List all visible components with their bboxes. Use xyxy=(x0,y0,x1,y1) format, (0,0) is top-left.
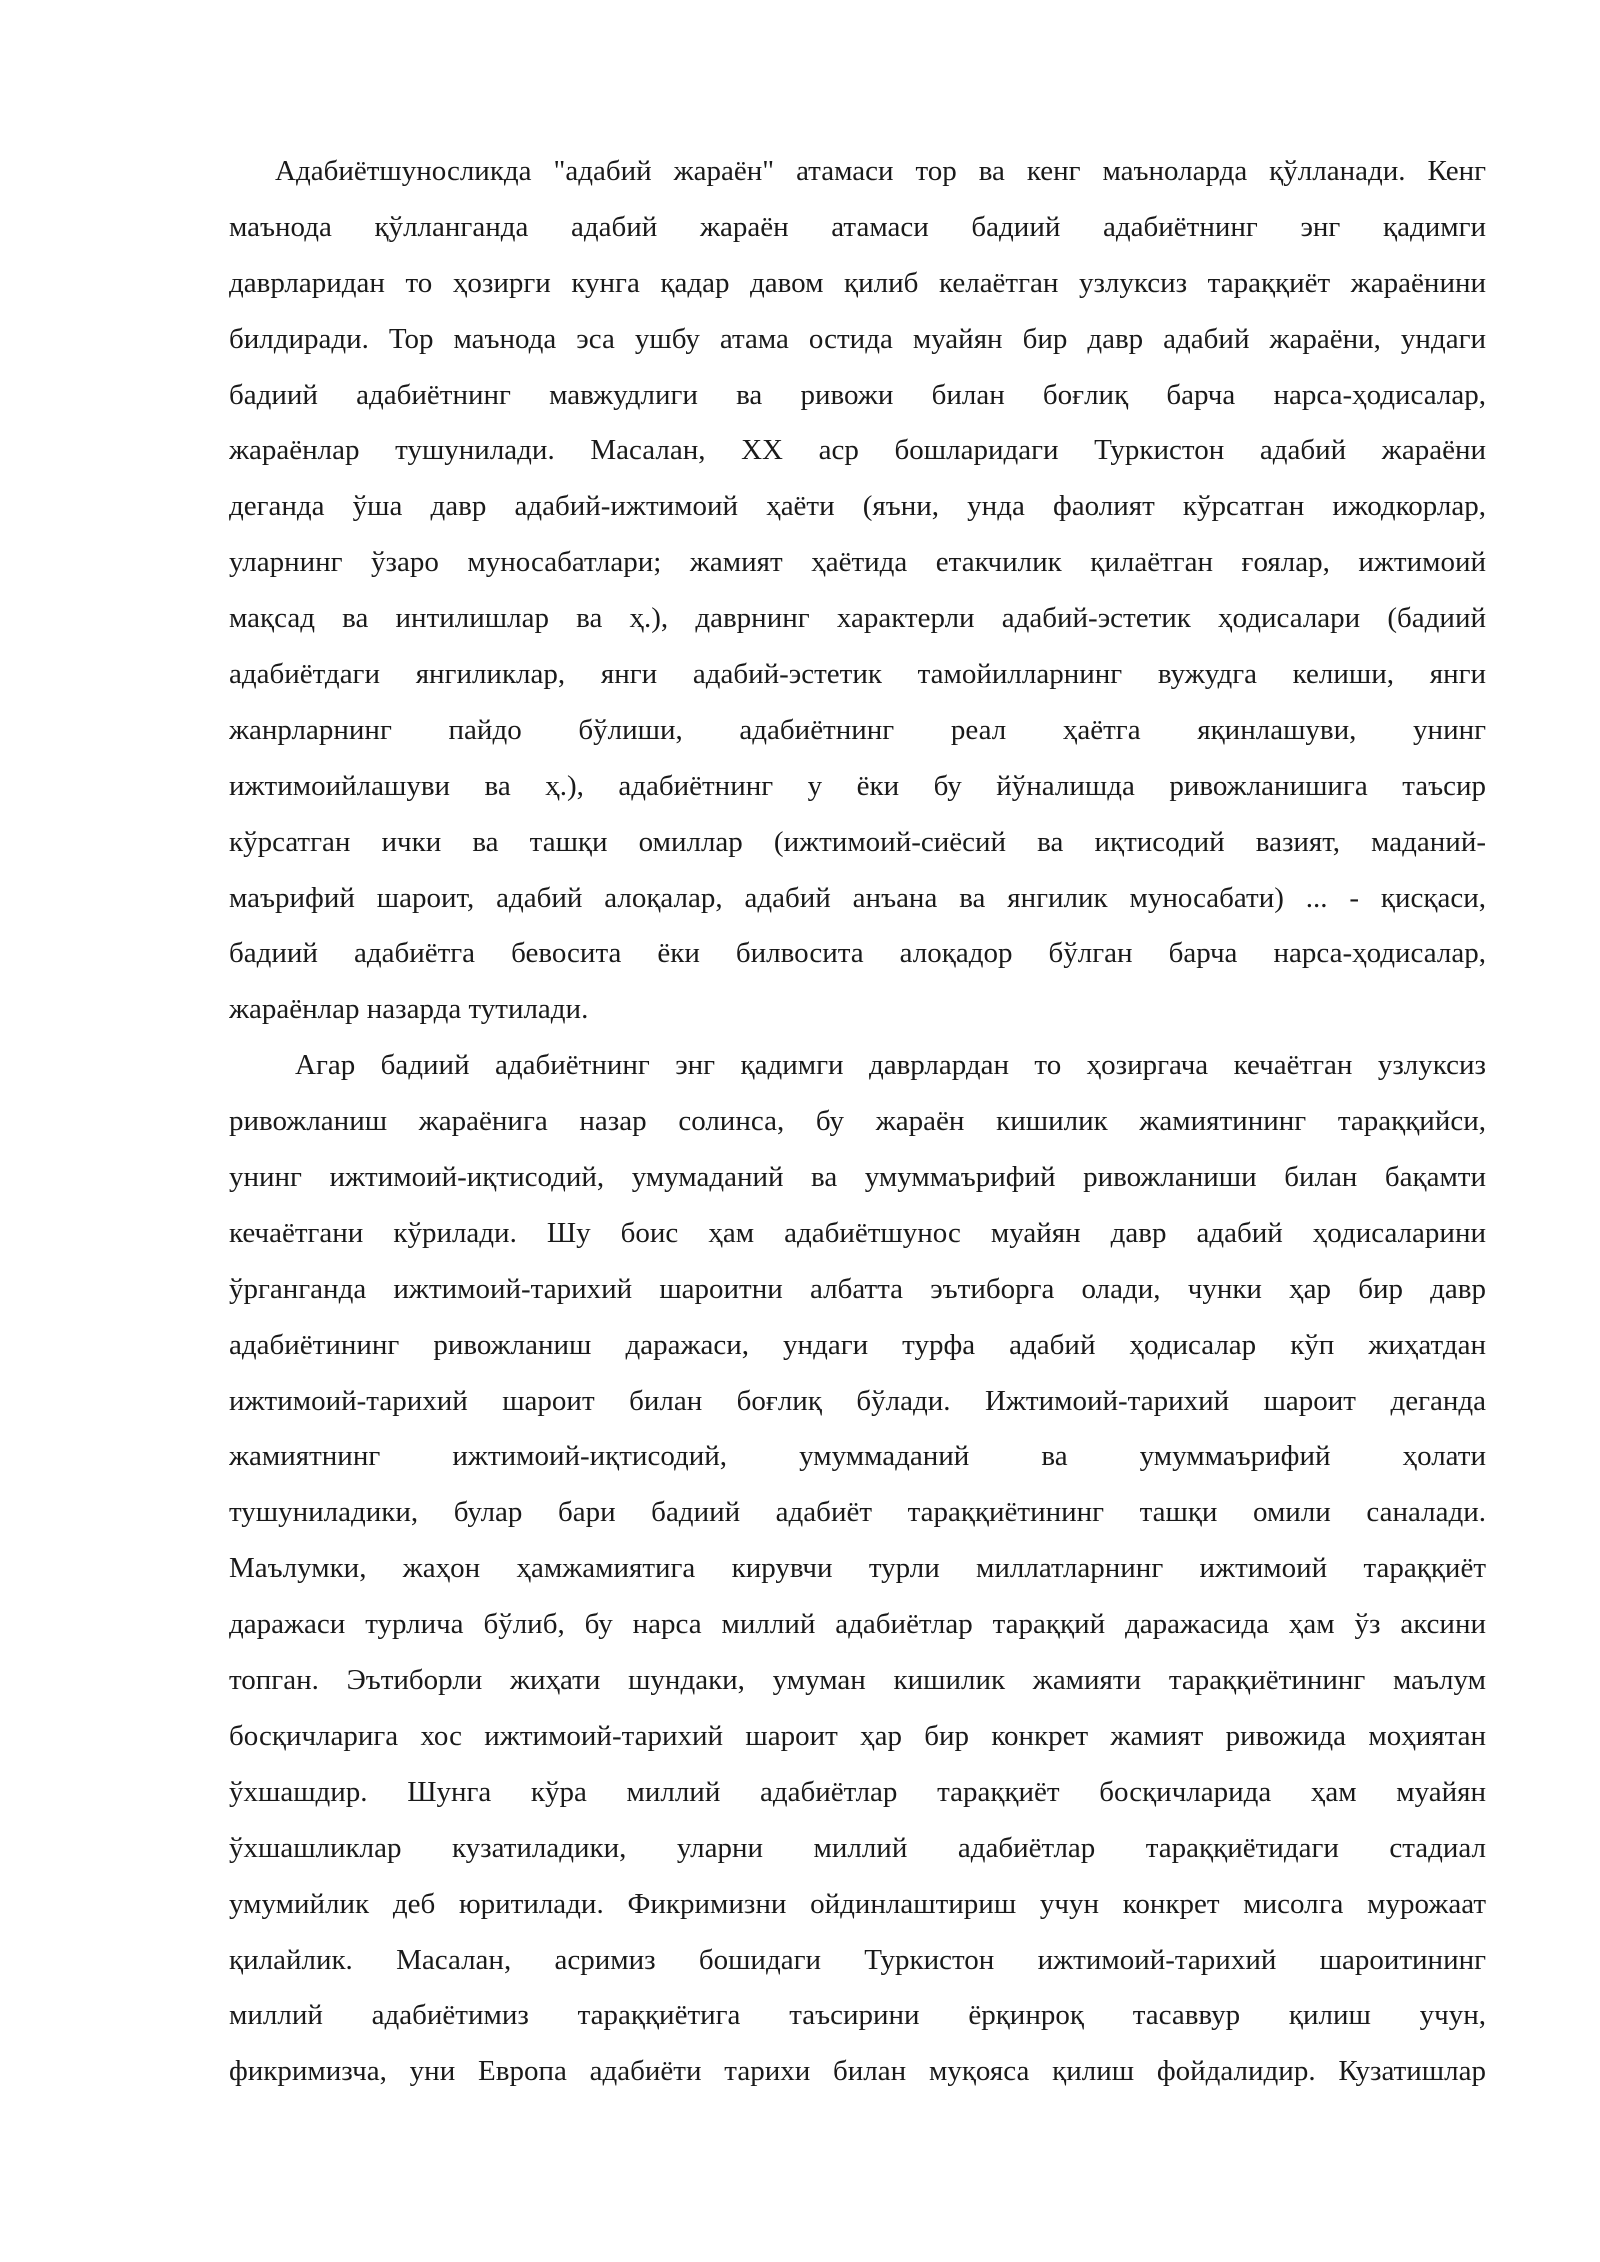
text-line: ўхшашликлар кузатиладики, уларни миллий адабиётлар тараққиётидаги стадиал xyxy=(229,1831,1486,1864)
text-line: миллий адабиётимиз тараққиётига таъсирини ёрқинроқ тасаввур қилиш учун, xyxy=(229,1999,1486,2032)
text-line: кўрсатган ички ва ташқи омиллар (ижтимоий-сиёсий ва иқтисодий вазият, маданий- xyxy=(229,825,1486,858)
text-line: ижтимоий-тарихий шароит билан боғлиқ бўлади. Ижтимоий-тарихий шароит деганда xyxy=(229,1384,1486,1417)
text-line: бадиий адабиётнинг мавжудлиги ва ривожи билан боғлиқ барча нарса-ҳодисалар, xyxy=(229,378,1486,411)
text-line: жамиятнинг ижтимоий-иқтисодий, умуммаданий ва умуммаърифий ҳолати xyxy=(229,1440,1486,1473)
text-line: адабиётининг ривожланиш даражаси, ундаги турфа адабий ҳодисалар кўп жиҳатдан xyxy=(229,1328,1486,1361)
text-line: босқичларига хос ижтимоий-тарихий шароит ҳар бир конкрет жамият ривожида моҳиятан xyxy=(229,1719,1486,1752)
paragraph-2 xyxy=(229,1038,1486,2100)
text-line: ўрганганда ижтимоий-тарихий шароитни албатта эътиборга олади, чунки ҳар бир давр xyxy=(229,1272,1486,1305)
text-line: кечаётгани кўрилади. Шу боис ҳам адабиётшунос муайян давр адабий ҳодисаларини xyxy=(229,1216,1486,1249)
text-line: Адабиётшуносликда "адабий жараён" атамаси тор ва кенг маъноларда қўлланади. Кенг xyxy=(275,155,1486,187)
text-line: унинг ижтимоий-иқтисодий, умумаданий ва умуммаърифий ривожланиши билан бақамти xyxy=(229,1161,1486,1194)
text-line: ижтимоийлашуви ва ҳ.), адабиётнинг у ёки бу йўналишда ривожланишига таъсир xyxy=(229,769,1486,802)
text-line: уларнинг ўзаро муносабатлари; жамият ҳаётида етакчилик қилаётган ғоялар, ижтимоий xyxy=(229,546,1486,579)
text-line: жараёнлар тушунилади. Масалан, XX аср бошларидаги Туркистон адабий жараёни xyxy=(229,434,1486,467)
text-line: ўхшашдир. Шунга кўра миллий адабиётлар тараққиёт босқичларида ҳам муайян xyxy=(229,1775,1486,1808)
text-line: билдиради. Тор маънода эса ушбу атама остида муайян бир давр адабий жараёни, ундаги xyxy=(229,322,1486,355)
text-line: Маълумки, жаҳон ҳамжамиятига кирувчи турли миллатларнинг ижтимоий тараққиёт xyxy=(229,1552,1486,1585)
text-line: мақсад ва интилишлар ва ҳ.), даврнинг характерли адабий-эстетик ҳодисалари (бадиий xyxy=(229,602,1486,635)
text-line: тушуниладики, булар бари бадиий адабиёт тараққиётининг ташқи омили саналади. xyxy=(229,1496,1486,1529)
text-line: умумийлик деб юритилади. Фикримизни ойдинлаштириш учун конкрет мисолга мурожаат xyxy=(229,1887,1486,1920)
text-line: даврларидан то ҳозирги кунга қадар давом қилиб келаётган узлуксиз тараққиёт жараёнини xyxy=(229,266,1486,299)
text-line: қилайлик. Масалан, асримиз бошидаги Туркистон ижтимоий-тарихий шароитининг xyxy=(229,1943,1486,1976)
text-line: адабиётдаги янгиликлар, янги адабий-эстетик тамойилларнинг вужудга келиши, янги xyxy=(229,658,1486,691)
text-line: даражаси турлича бўлиб, бу нарса миллий адабиётлар тараққий даражасида ҳам ўз аксини xyxy=(229,1608,1486,1641)
text-line: бадиий адабиётга бевосита ёки билвосита алоқадор бўлган барча нарса-ҳодисалар, xyxy=(229,937,1486,970)
text-line: ривожланиш жараёнига назар солинса, бу жараён кишилик жамиятининг тараққийси, xyxy=(229,1105,1486,1138)
document-body xyxy=(229,144,1486,2100)
text-line: маърифий шароит, адабий алоқалар, адабий анъана ва янгилик муносабати) ... - қисқаси, xyxy=(229,881,1486,914)
paragraph-1 xyxy=(229,144,1486,1038)
text-line: Агар бадиий адабиётнинг энг қадимги даврлардан то ҳозиргача кечаётган узлуксиз xyxy=(295,1049,1486,1082)
text-line: маънода қўлланганда адабий жараён атамаси бадиий адабиётнинг энг қадимги xyxy=(229,210,1486,243)
text-line: топган. Эътиборли жиҳати шундаки, умуман кишилик жамияти тараққиётининг маълум xyxy=(229,1664,1486,1697)
text-line: жараёнлар назарда тутилади. xyxy=(229,993,589,1026)
text-line: деганда ўша давр адабий-ижтимоий ҳаёти (яъни, унда фаолият кўрсатган ижодкорлар, xyxy=(229,490,1486,523)
text-line: жанрларнинг пайдо бўлиши, адабиётнинг реал ҳаётга яқинлашуви, унинг xyxy=(229,713,1486,746)
text-line: фикримизча, уни Европа адабиёти тарихи билан муқояса қилиш фойдалидир. Кузатишлар xyxy=(229,2055,1486,2088)
